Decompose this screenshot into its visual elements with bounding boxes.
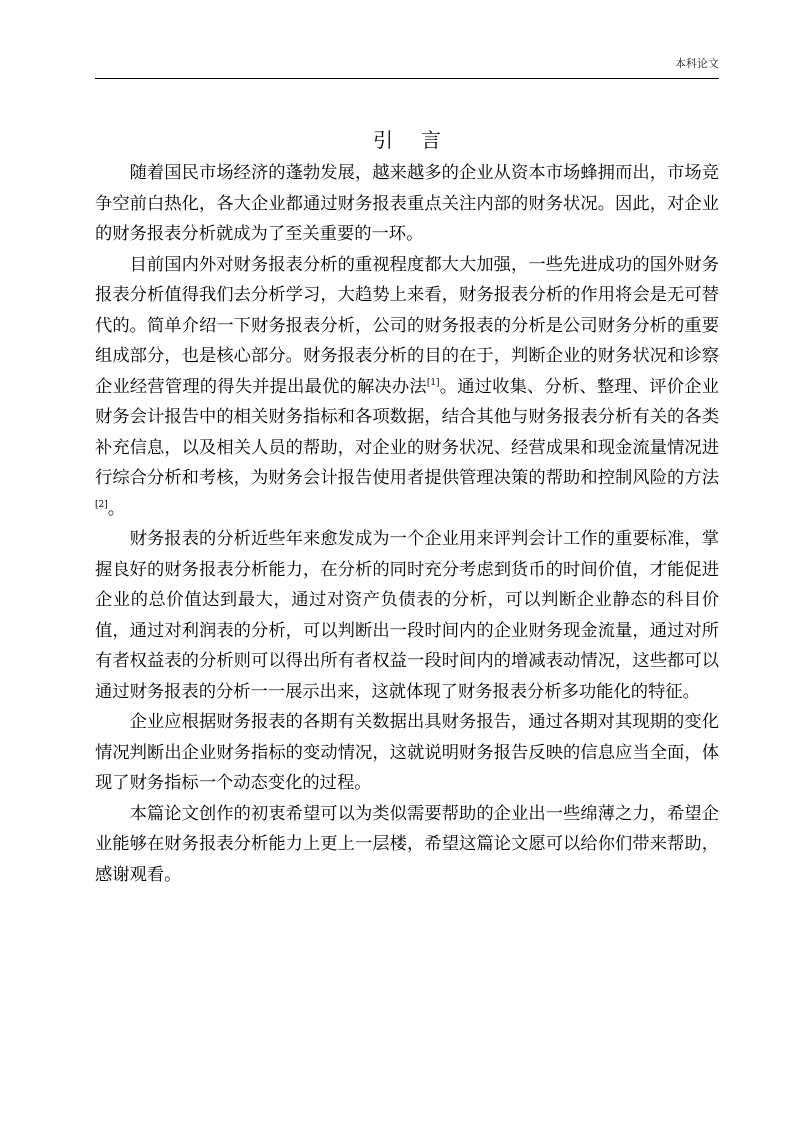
paragraph-3: 财务报表的分析近些年来愈发成为一个企业用来评判会计工作的重要标准，掌握良好的财务报表分析能力，在分析的同时充分考虑到货币的时间价值，才能促进企业的总价值达到最大，通过对资产负债表的分析，可以判断企业静态的科目价值，通过对利润表的分析，可以判断出一段时间内的企业财务现金流量，通过对所有者权益表的分析则可以得出所有者权益一段时间内的增减表动情况，这些都可以通过财务报表的分析一一展示出来，这就体现了财务报表分析多功能化的特征。 [95, 529, 719, 702]
paragraph-2 [95, 250, 719, 525]
paragraph-2-text-a: 目前国内外对财务报表分析的重视程度都大大加强，一些先进成功的国外财务报表分析值得我们去分析学习，大趋势上来看，财务报表分析的作用将会是无可替代的。简单介绍一下财务报表分析，公司的财务报表的分析是公司财务分析的重要组成部分，也是核心部分。财务报表分析的目的在于，判断企业的财务状况和诊察企业经营管理的得失并提出最优的解决办法 [95, 254, 719, 397]
citation-ref-2: [2] [95, 499, 108, 510]
paragraph-1: 随着国民市场经济的蓬勃发展，越来越多的企业从资本市场蜂拥而出，市场竞争空前白热化，各大企业都通过财务报表重点关注内部的财务状况。因此，对企业的财务报表分析就成为了至关重要的一环。 [95, 163, 719, 244]
paragraph-4: 企业应根据财务报表的各期有关数据出具财务报告，通过各期对其现期的变化情况判断出企业财务指标的变动情况，这就说明财务报告反映的信息应当全面，体现了财务指标一个动态变化的过程。 [95, 712, 719, 793]
citation-ref-1: [1] [426, 377, 440, 388]
section-title: 引言 [373, 128, 469, 152]
header-label: 本科论文 [675, 57, 719, 70]
body-text [95, 158, 719, 890]
paragraph-2-text-c: 。 [107, 498, 126, 519]
page-header [95, 52, 719, 79]
paragraph-5: 本篇论文创作的初衷希望可以为类似需要帮助的企业出一些绵薄之力，希望企业能够在财务报表分析能力上更上一层楼，希望这篇论文愿可以给你们带来帮助，感谢观看。 [95, 803, 719, 885]
paragraph-2-text-b: 。通过收集、分析、整理、评价企业财务会计报告中的相关财务指标和各项数据，结合其他与财务报表分析有关的各类补充信息，以及相关人员的帮助，对企业的财务状况、经营成果和现金流量情况进行综合分析和考核，为财务会计报告使用者提供管理决策的帮助和控制风险的方法 [95, 376, 719, 488]
